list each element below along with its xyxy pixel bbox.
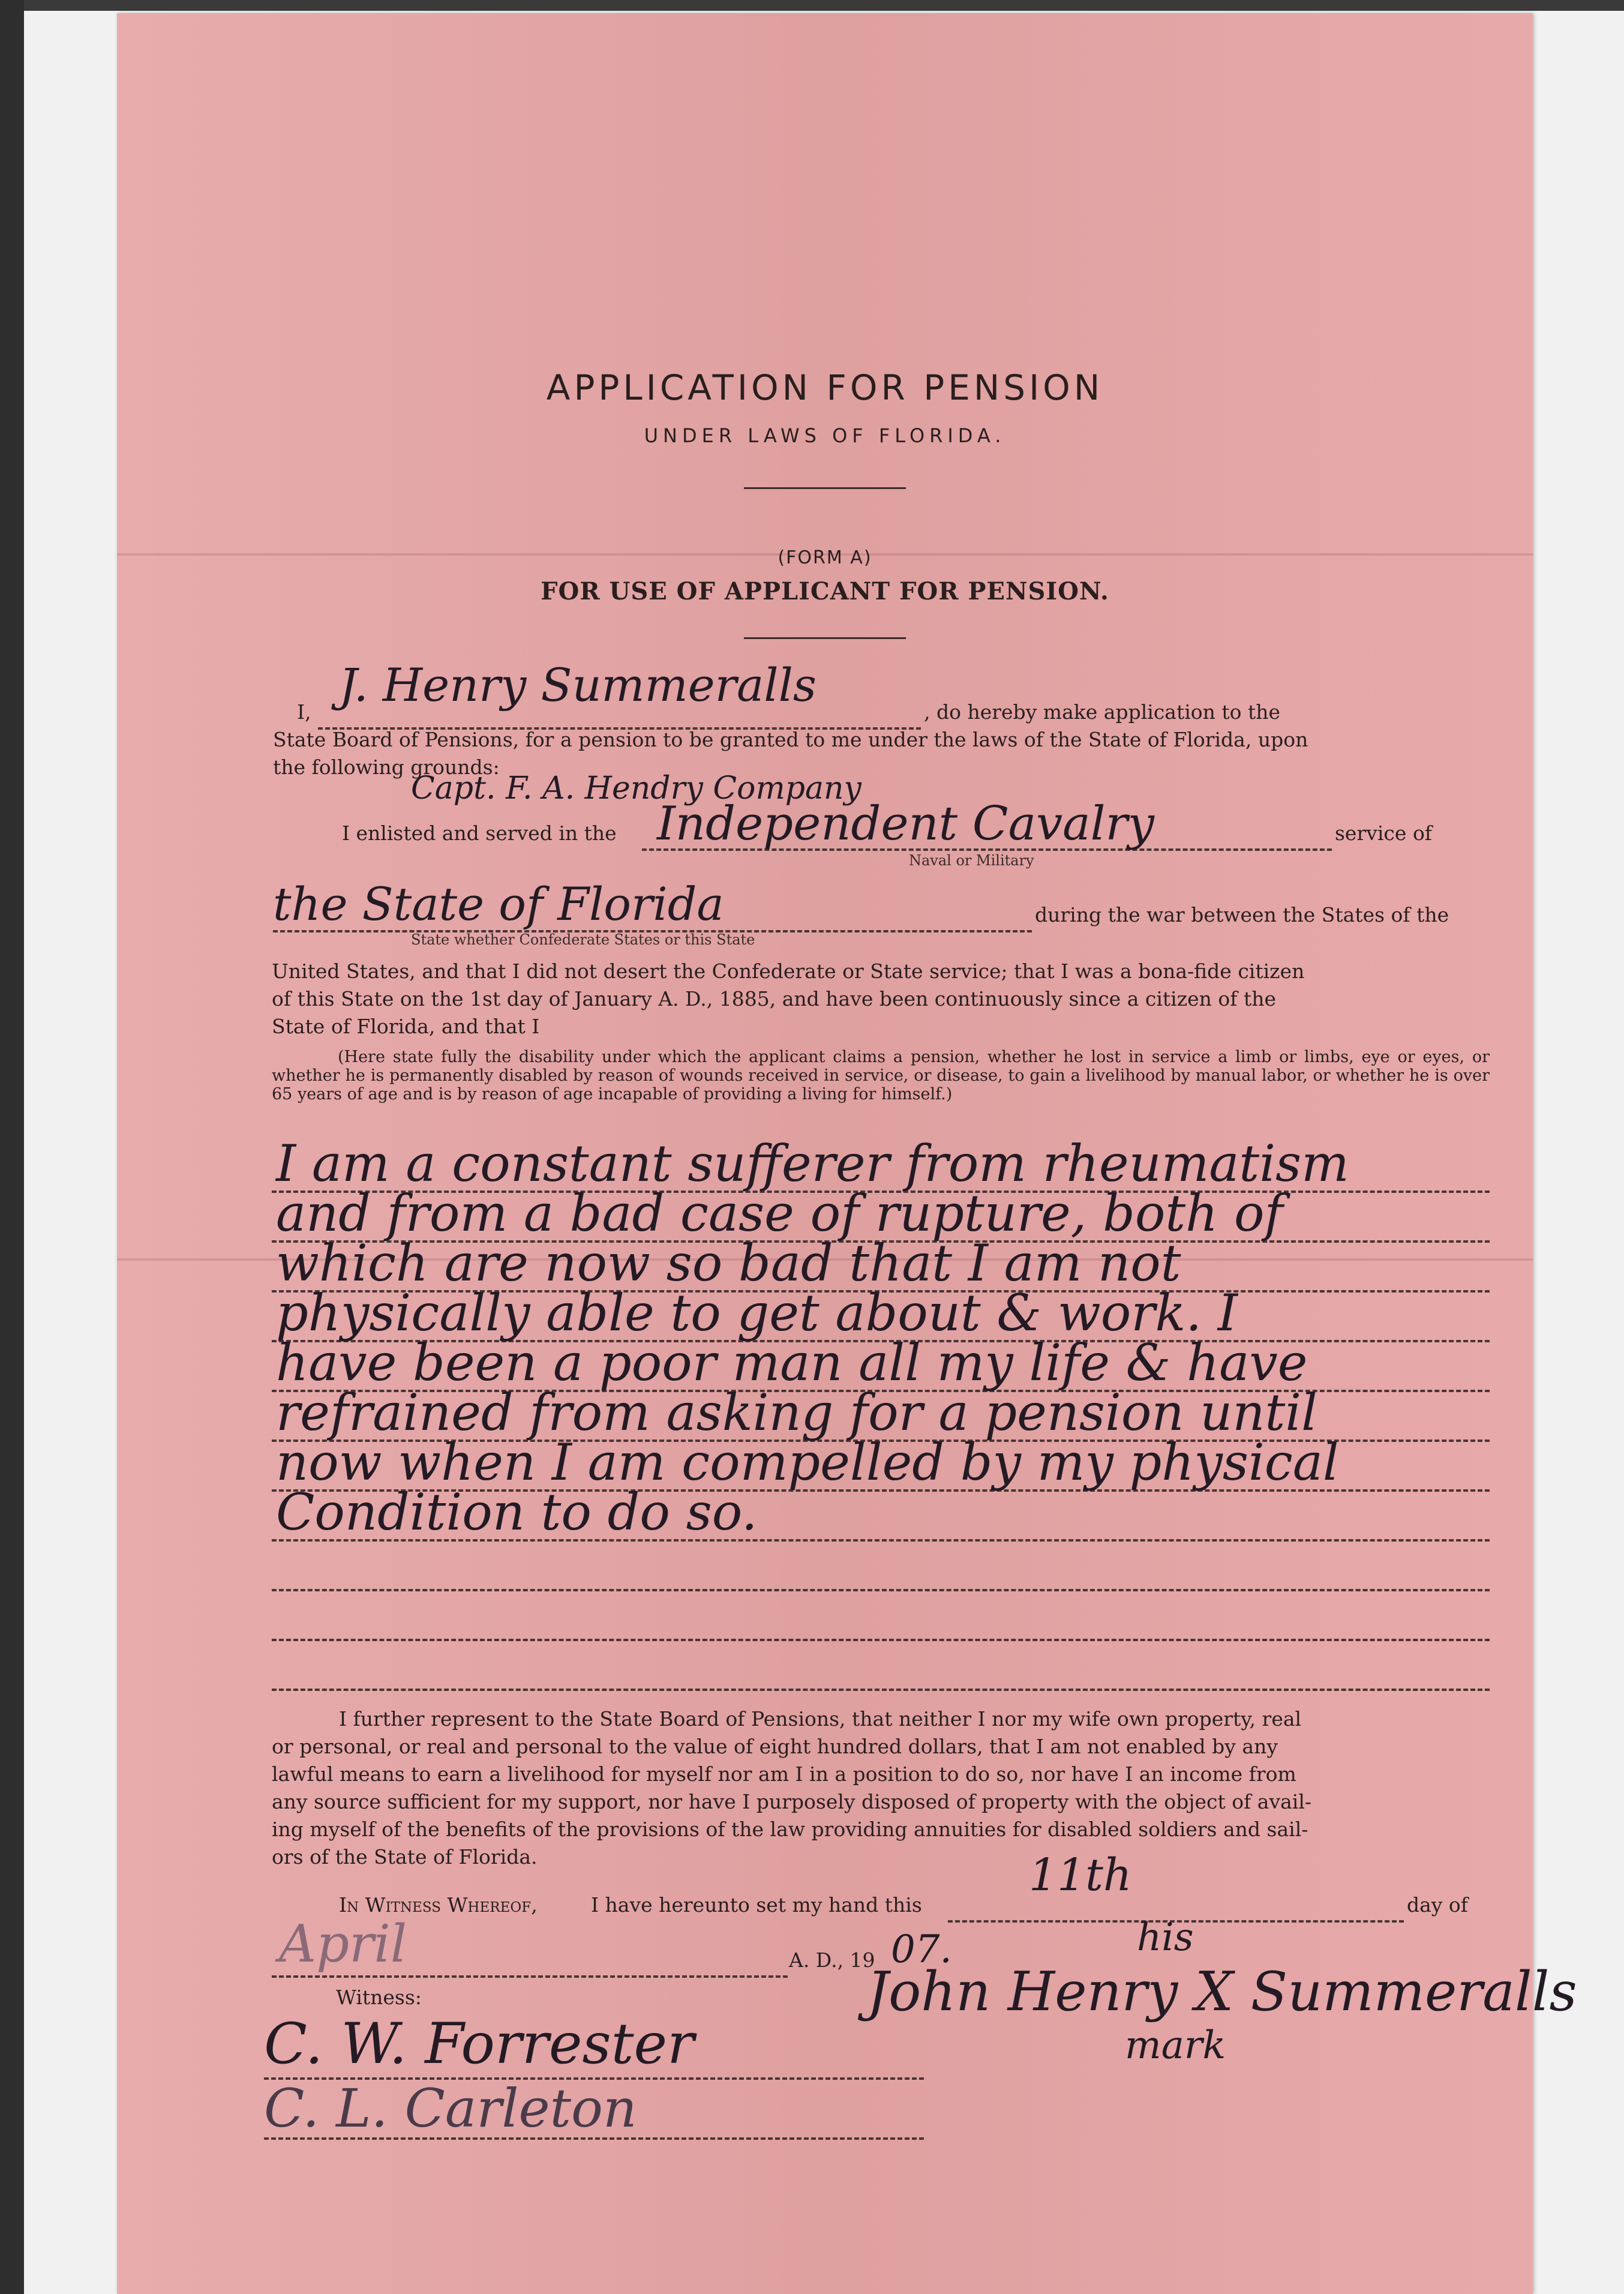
statement-text: physically able to get about & work. I <box>276 1284 1238 1342</box>
statement-text: refrained from asking for a pension until <box>276 1383 1317 1442</box>
statement-line <box>272 1589 1490 1591</box>
pension-application-form <box>117 13 1577 2294</box>
p1-suffix: , do hereby make application to the <box>924 700 1281 724</box>
month-line <box>272 1975 788 1978</box>
witness-label: Witness: <box>336 1986 422 2009</box>
p3-line4: State of Florida, and that I <box>272 1015 540 1038</box>
state-name: the State of Florida <box>273 877 724 931</box>
p3-line2: United States, and that I did not desert the Confederate or State service; that I was a bona-fide citizen <box>272 959 1305 983</box>
form-title: APPLICATION FOR PENSION <box>546 367 1104 408</box>
ad-label: A. D., 19 <box>789 1948 875 1972</box>
form-heading: FOR USE OF APPLICANT FOR PENSION. <box>541 577 1109 605</box>
day-value: 11th <box>1029 1849 1132 1901</box>
witness-clause-suffix: day of <box>1407 1893 1469 1917</box>
divider <box>744 637 906 639</box>
witness-clause-prefix: In Witness Whereof, <box>339 1893 538 1917</box>
representation-line: I further represent to the State Board of Pensions, that neither I nor my wife own property, real <box>339 1707 1302 1731</box>
statement-text: have been a poor man all my life & have <box>276 1333 1308 1392</box>
divider <box>744 487 906 489</box>
statement-text: now when I am compelled by my physical <box>276 1433 1339 1492</box>
year-value: 07. <box>891 1927 952 1972</box>
form-subtitle: UNDER LAWS OF FLORIDA. <box>644 424 1006 447</box>
representation-line: lawful means to earn a livelihood for myself nor am I in a position to do so, nor have I an income from <box>272 1762 1296 1786</box>
representation-line: any source sufficient for my support, nor have I purposely disposed of property with the object of avail- <box>272 1790 1312 1813</box>
signature-mark: mark <box>1125 2023 1226 2068</box>
applicant-prefix: I, <box>297 700 311 724</box>
statement-text: I am a constant sufferer from rheumatism <box>276 1134 1349 1193</box>
statement-line <box>272 1689 1490 1691</box>
scanner-edge <box>0 0 24 2294</box>
p2-suffix: service of <box>1335 821 1433 845</box>
scanner-top-edge <box>24 0 1624 11</box>
witness-signature: C. W. Forrester <box>264 2011 695 2077</box>
signature-his: his <box>1137 1915 1194 1960</box>
naval-military-caption: Naval or Military <box>909 852 1034 869</box>
company-name: Capt. F. A. Hendry Company <box>411 770 861 806</box>
witness-clause-text: I have hereunto set my hand this <box>591 1893 922 1917</box>
applicant-signature: John Henry X Summeralls <box>867 1960 1577 2023</box>
statement-line <box>272 1639 1490 1641</box>
statement-text: which are now so bad that I am not <box>276 1234 1181 1293</box>
witness-signature: C. L. Carleton <box>264 2077 637 2139</box>
representation-line: ing myself of the benefits of the provisions of the law providing annuities for disabled soldiers and sail- <box>272 1818 1308 1841</box>
p2-prefix: I enlisted and served in the <box>342 821 617 845</box>
p3-line3: of this State on the 1st day of January A. D., 1885, and have been continuously since a citizen of the <box>272 987 1276 1010</box>
representation-line: or personal, or real and personal to the value of eight hundred dollars, that I am not enabled by any <box>272 1735 1278 1758</box>
applicant-name: J. Henry Summeralls <box>339 658 816 712</box>
form-label: (FORM A) <box>778 547 872 568</box>
month-value: April <box>279 1914 407 1974</box>
statement-text: and from a bad case of rupture, both of <box>276 1184 1283 1243</box>
p1-line2: State Board of Pensions, for a pension to be granted to me under the laws of the State of Florida, upon <box>273 728 1308 751</box>
p1-line3: the following grounds: <box>273 755 500 779</box>
unit-name: Independent Cavalry <box>657 797 1154 851</box>
disability-instructions: (Here state fully the disability under which the applicant claims a pension, whether he lost in service a limb or limbs, eye or eyes, or whether he is permanently disabled by reason of wounds received in service, or disease, to gain a livelihood by manual labor, or whether he is over 65 years of age and is by reason of age incapable of providing a living for himself.) <box>272 1048 1490 1103</box>
p3-suffix: during the war between the States of the <box>1035 903 1449 926</box>
representation-line: ors of the State of Florida. <box>272 1845 538 1869</box>
statement-text: Condition to do so. <box>276 1483 758 1542</box>
state-caption: State whether Confederate States or this State <box>411 931 755 948</box>
